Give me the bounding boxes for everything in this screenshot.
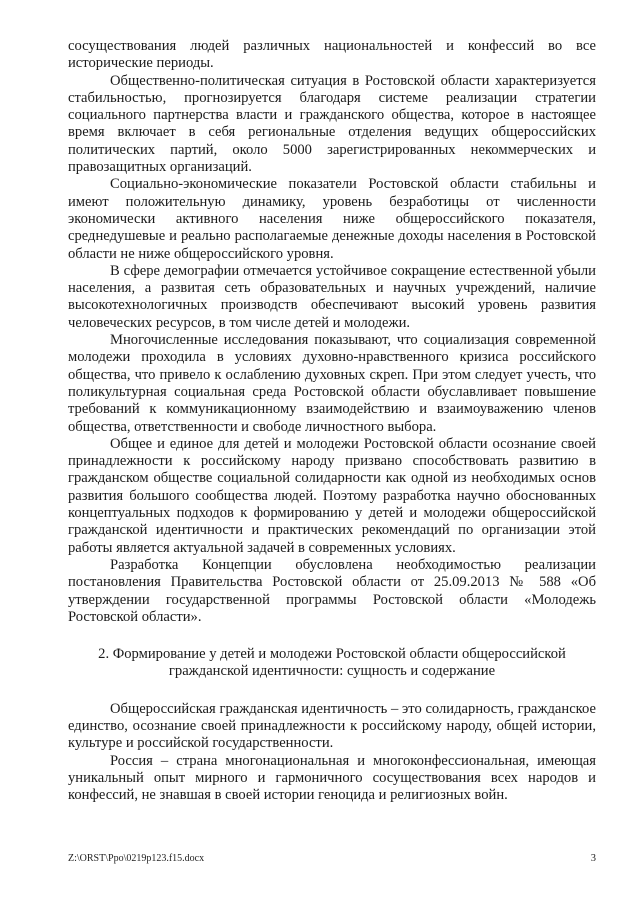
paragraph: Многочисленные исследования показывают, что социализация современной молодежи проходила в условиях духовно-нравственного кризиса российского общества, что привело к ослаблению духовных скреп. При этом следует учесть, что поликультурная социальная среда Ростовской области обуславливает повышение требований к коммуникационному взаимодействию и взаимоуважению членов общества, ответственности и свободе личностного выбора.	[68, 332, 596, 435]
paragraph: Социально-экономические показатели Ростовской области стабильны и имеют положительную динамику, уровень безработицы от численности экономически активного населения ниже общероссийского показателя, среднедушевые и реально располагаемые денежные доходы населения в Ростовской области не ниже общероссийского уровня.	[68, 176, 596, 262]
paragraph: Разработка Концепции обусловлена необходимостью реализации постановления Правительства Ростовской области от 25.09.2013 № 588 «Об утверждении государственной программы Ростовской области «Молодежь Ростовской области».	[68, 556, 596, 625]
section-heading: 2. Формирование у детей и молодежи Ростовской области общероссийской гражданской идентичности: сущность и содержание	[98, 646, 566, 680]
paragraph: сосуществования людей различных национальностей и конфессий во все исторические периоды.	[68, 38, 596, 72]
page-number: 3	[590, 853, 596, 864]
paragraph-group-2	[68, 701, 596, 805]
paragraph: Общее и единое для детей и молодежи Ростовской области осознание своей принадлежности к российскому народу призвано способствовать развитию в гражданском обществе социальной солидарности как одной из необходимых основ развития большого сообщества людей. Поэтому разработка научно обоснованных концептуальных подходов к формированию у детей и молодежи общероссийской гражданской идентичности и практических рекомендаций по организации этой работы является актуальной задачей в современных условиях.	[68, 435, 596, 556]
footer-file-path: Z:\ORST\Ppo\0219p123.f15.docx	[68, 853, 205, 864]
paragraph: Общероссийская гражданская идентичность – это солидарность, гражданское единство, осознание своей принадлежности к российскому народу, общей истории, культуре и российской государственности.	[68, 700, 596, 752]
paragraph: Общественно-политическая ситуация в Ростовской области характеризуется стабильностью, прогнозируется благодаря системе реализации стратегии социального партнерства власти и гражданского общества, которое в настоящее время включает в себя региональные отделения ведущих общероссийских политических партий, около 5000 зарегистрированных некоммерческих и правозащитных организаций.	[68, 72, 596, 176]
paragraph-group-1	[68, 38, 596, 626]
paragraph: Россия – страна многонациональная и многоконфессиональная, имеющая уникальный опыт мирного и гармоничного сосуществования всех народов и конфессий, не знавшая в своей истории геноцида и религиозных войн.	[68, 752, 596, 804]
paragraph: В сфере демографии отмечается устойчивое сокращение естественной убыли населения, а развитая сеть образовательных и научных учреждений, наличие высокотехнологичных производств обеспечивают высокий уровень развития человеческих ресурсов, в том числе детей и молодежи.	[68, 262, 596, 331]
document-body	[68, 38, 596, 804]
